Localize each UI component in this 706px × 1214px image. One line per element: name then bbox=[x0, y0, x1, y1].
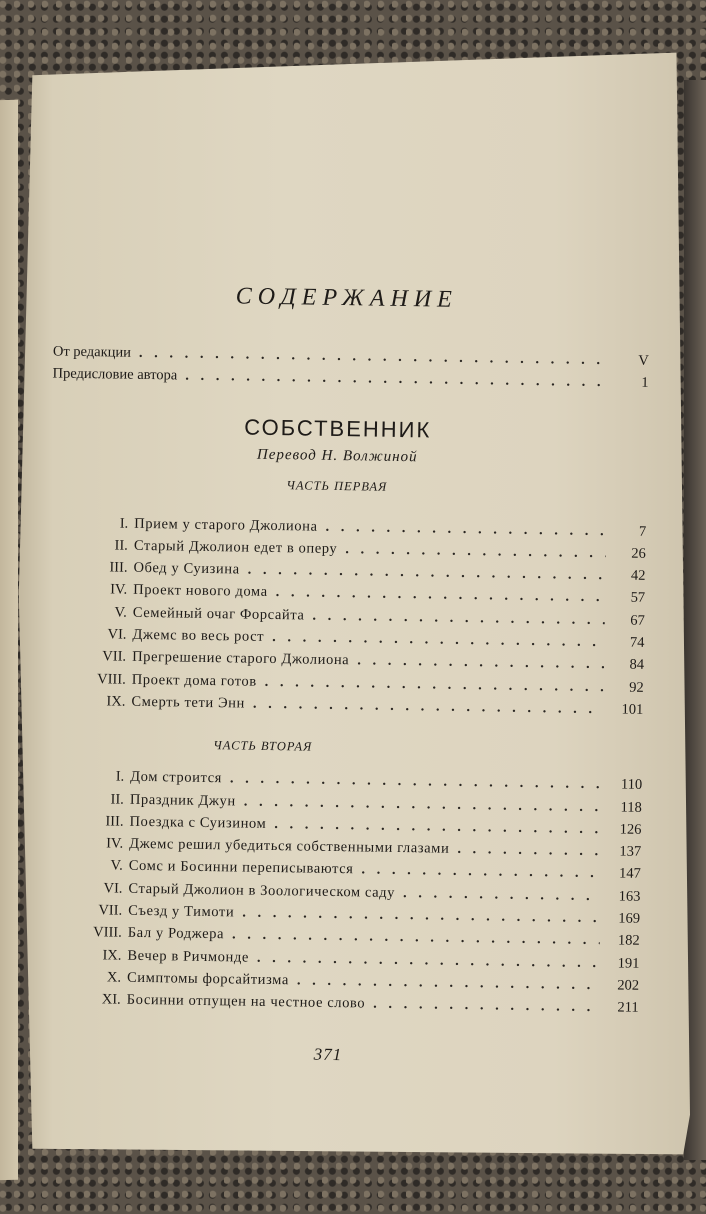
chapter-page: 92 bbox=[629, 679, 644, 696]
chapter-page: 169 bbox=[618, 910, 641, 927]
work-title: СОБСТВЕННИК bbox=[244, 414, 432, 443]
chapter-number: V. bbox=[114, 604, 127, 621]
table-of-contents bbox=[18, 280, 650, 1069]
part-title: ЧАСТЬ ПЕРВАЯ bbox=[286, 477, 388, 494]
chapter-page: 74 bbox=[629, 634, 645, 651]
leader-dots bbox=[253, 693, 604, 721]
toc-title: СОДЕРЖАНИЕ bbox=[235, 283, 459, 313]
translator-credit: Перевод Н. Волжиной bbox=[256, 446, 418, 465]
chapter-title: Вечер в Ричмонде bbox=[127, 947, 250, 966]
entry-title: Предисловие автора bbox=[52, 365, 178, 384]
chapter-page: 7 bbox=[638, 523, 647, 540]
leader-dots bbox=[403, 882, 601, 907]
chapter-page: 182 bbox=[617, 932, 640, 950]
chapter-number: VI. bbox=[107, 626, 127, 643]
chapter-title: Съезд у Тимоти bbox=[128, 902, 235, 921]
page-number: 371 bbox=[313, 1044, 343, 1064]
chapter-number: V. bbox=[110, 857, 123, 875]
chapter-title: Симптомы форсайтизма bbox=[126, 969, 290, 989]
chapter-page: 84 bbox=[629, 656, 645, 674]
chapter-title: Босинни отпущен на честное слово bbox=[126, 991, 366, 1012]
chapter-title: Прегрешение старого Джолиона bbox=[132, 649, 350, 669]
chapter-number: III. bbox=[109, 559, 128, 576]
chapter-title: Семейный очаг Форсайта bbox=[132, 604, 305, 624]
chapter-page: 211 bbox=[617, 999, 639, 1017]
entry-page: 1 bbox=[641, 375, 649, 392]
chapter-page: 101 bbox=[621, 701, 644, 718]
chapter-title: Бал у Роджера bbox=[127, 925, 225, 943]
chapter-number: XI. bbox=[101, 991, 121, 1008]
chapter-number: III. bbox=[105, 813, 124, 830]
chapter-title: Поездка с Суизином bbox=[129, 813, 267, 832]
chapter-title: Дом строится bbox=[130, 769, 223, 787]
chapter-title: Проект нового дома bbox=[133, 582, 268, 601]
chapter-page: 147 bbox=[618, 865, 641, 883]
chapter-page: 110 bbox=[620, 776, 643, 794]
chapter-number: VII. bbox=[98, 902, 123, 919]
chapter-page: 126 bbox=[619, 821, 642, 838]
chapter-number: I. bbox=[115, 768, 125, 785]
chapter-list bbox=[19, 764, 643, 1019]
chapter-page: 57 bbox=[630, 590, 646, 607]
chapter-number: VIII. bbox=[97, 670, 126, 688]
chapter-page: 42 bbox=[630, 567, 646, 585]
left-page-edge bbox=[0, 100, 18, 1180]
chapter-title: Старый Джолион в Зоологическом саду bbox=[128, 880, 396, 901]
chapter-number: IV. bbox=[106, 835, 124, 852]
chapter-number: VII. bbox=[102, 648, 127, 666]
chapter-title: Старый Джолион едет в оперу bbox=[133, 537, 338, 557]
chapter-title: Джемс решил убедиться собственными глазами bbox=[129, 835, 450, 857]
chapter-page: 163 bbox=[618, 888, 641, 905]
entry-title: От редакции bbox=[52, 343, 132, 361]
chapter-title: Праздник Джун bbox=[129, 791, 236, 809]
chapter-number: IV. bbox=[109, 581, 128, 599]
chapter-title: Прием у старого Джолиона bbox=[134, 515, 318, 535]
chapter-page: 26 bbox=[631, 545, 646, 562]
leader-dots bbox=[457, 838, 601, 863]
chapter-title: Проект дома готов bbox=[131, 671, 257, 690]
chapter-page: 118 bbox=[620, 799, 642, 816]
chapter-number: X. bbox=[106, 969, 122, 986]
chapter-page: 202 bbox=[617, 977, 640, 994]
front-matter-list bbox=[28, 340, 649, 394]
chapter-number: VI. bbox=[103, 880, 123, 897]
chapter-number: IX. bbox=[106, 693, 126, 710]
chapter-page: 191 bbox=[617, 955, 640, 972]
chapter-number: IX. bbox=[102, 946, 122, 964]
chapter-page: 67 bbox=[630, 612, 645, 629]
entry-page: V bbox=[638, 352, 649, 369]
chapter-title: Джемс во весь рост bbox=[132, 626, 265, 645]
part-title: ЧАСТЬ ВТОРАЯ bbox=[213, 738, 313, 754]
chapter-number: VIII. bbox=[93, 924, 122, 941]
chapter-list bbox=[23, 511, 646, 721]
chapter-number: II. bbox=[110, 791, 125, 808]
chapter-title: Смерть тети Энн bbox=[131, 693, 246, 712]
chapter-number: I. bbox=[119, 515, 129, 532]
chapter-title: Сомс и Босинни переписываются bbox=[128, 858, 354, 878]
chapter-number: II. bbox=[114, 537, 129, 554]
chapter-title: Обед у Суизина bbox=[133, 559, 240, 578]
chapter-page: 137 bbox=[619, 843, 642, 860]
leader-dots bbox=[373, 993, 599, 1019]
